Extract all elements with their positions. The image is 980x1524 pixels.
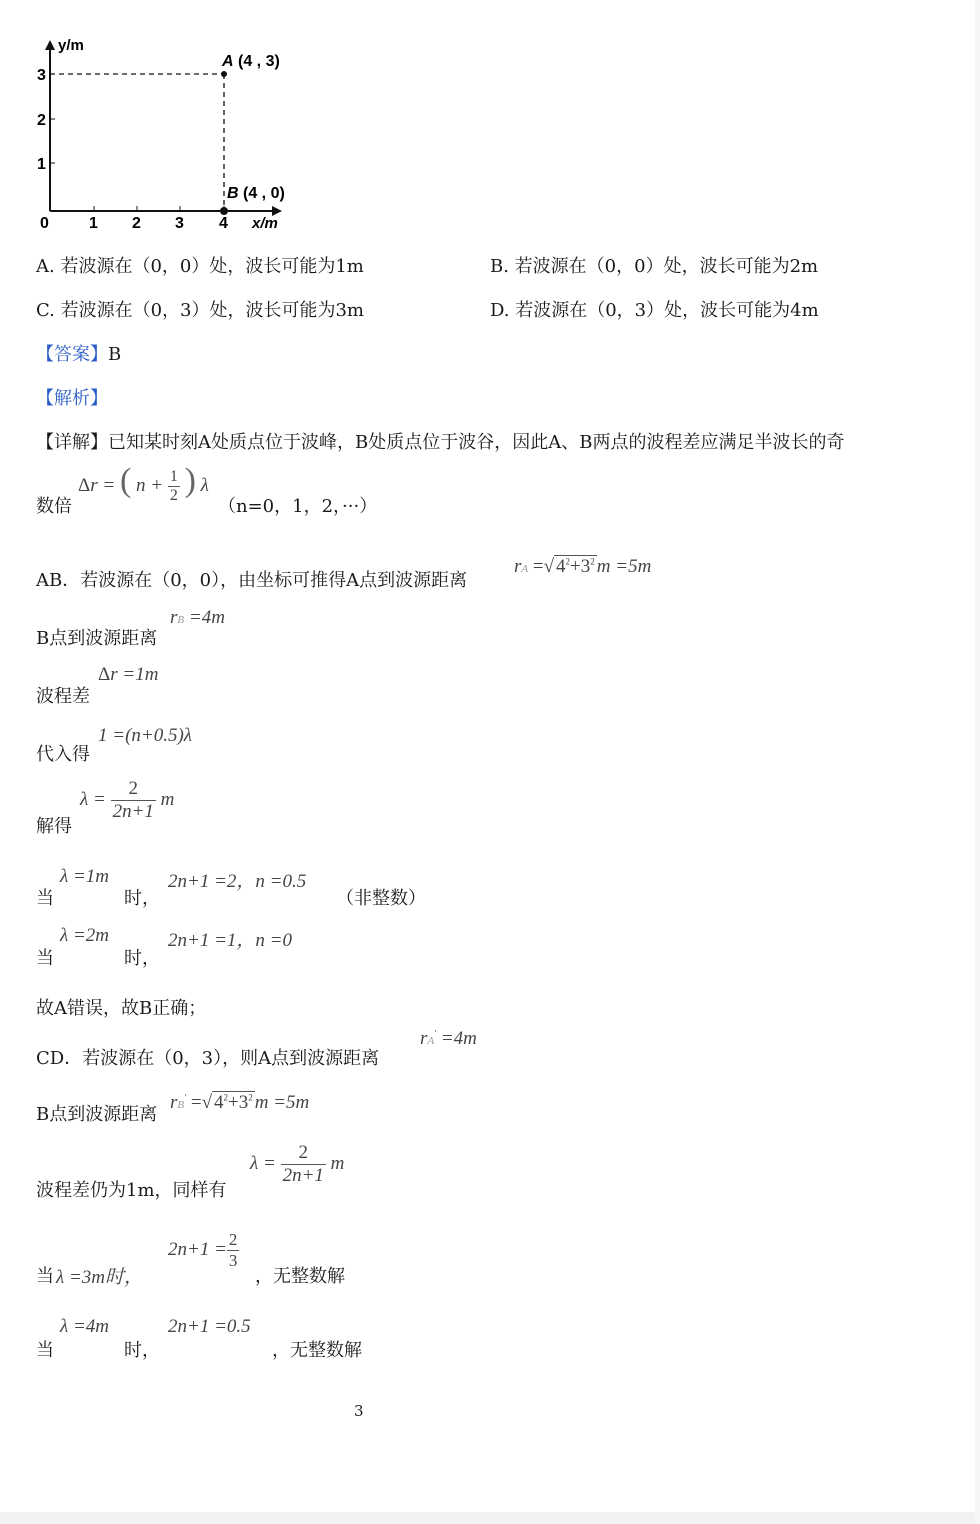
- ab-ra-formula: rA =√ $4^2+3^2$ m =5m: [514, 556, 652, 577]
- page-number: 3: [354, 1402, 364, 1420]
- case2-when: 当: [36, 948, 54, 969]
- detail-tag: 【详解】: [36, 432, 108, 453]
- answer-value: B: [108, 344, 122, 365]
- y-tick-label: 1: [37, 156, 46, 173]
- x-tick-label: 2: [132, 215, 141, 232]
- ab-solve-text: 解得: [36, 816, 72, 837]
- ab-diff-value: =1m: [122, 664, 159, 685]
- case3-note: ，无整数解: [255, 1266, 345, 1287]
- point-a-marker: [221, 71, 227, 77]
- ab-diff-text: 波程差: [36, 686, 90, 707]
- case4-note: ，无整数解: [272, 1340, 362, 1361]
- point-b-marker: [220, 207, 228, 215]
- n-range: （n=0，1，2，···）: [218, 496, 378, 517]
- case3-eq-text: 2n+1 =: [168, 1238, 227, 1260]
- cd-lambda-formula: λ = $\frac{2}{2n+1}$ m: [250, 1142, 345, 1186]
- x-tick-label: 1: [89, 215, 98, 232]
- case4-time: 时，: [124, 1340, 160, 1361]
- formula-path-difference: Δr = ( n + $\frac{1}{2}$ ) λ: [78, 462, 209, 505]
- ab-rb-formula: rB =4m: [170, 607, 225, 628]
- detail-text-2: 数倍: [36, 496, 72, 517]
- case1-note: （非整数）: [336, 888, 426, 909]
- cd-rb-value: =5m: [273, 1092, 310, 1113]
- x-axis-label: x/m: [252, 215, 278, 232]
- case3-eq: 2n+1 = $\frac{2}{3}$: [168, 1230, 238, 1270]
- case4-eq: 2n+1 =0.5: [168, 1316, 251, 1337]
- option-b: B. 若波源在（0，0）处，波长可能为2m: [490, 256, 819, 277]
- ab-intro: AB．若波源在（0，0），由坐标可推得A点到波源距离: [36, 570, 468, 591]
- page-bottom-edge: [0, 1512, 980, 1524]
- answer-line: [36, 340, 121, 366]
- ab-diff-formula: Δr =1m: [98, 664, 159, 685]
- y-axis-arrow: [45, 40, 55, 50]
- cd-diff-text: 波程差仍为1m，同样有: [36, 1180, 227, 1201]
- ab-sub-eq: 1 =(n+0.5)λ: [98, 725, 193, 746]
- case1-lambda: λ =1m: [60, 866, 110, 887]
- option-c: C. 若波源在（0，3）处，波长可能为3m: [36, 300, 364, 321]
- ab-conclusion: 故A错误，故B正确；: [36, 998, 207, 1019]
- case3-when: 当: [36, 1266, 54, 1287]
- origin-label: 0: [40, 215, 49, 232]
- case2-lambda: λ =2m: [60, 925, 110, 946]
- detail-text: 已知某时刻A处质点位于波峰，B处质点位于波谷，因此A、B两点的波程差应满足半波长的奇: [108, 432, 845, 453]
- case1-time: 时，: [124, 888, 160, 909]
- ab-ra-value: =5m: [615, 556, 652, 577]
- detail-line: [36, 428, 844, 454]
- case3-lambda: λ =3m时，: [56, 1267, 144, 1288]
- option-d: D. 若波源在（0，3）处，波长可能为4m: [490, 300, 819, 321]
- ab-lambda-formula: λ = $\frac{2}{2n+1}$ m: [80, 778, 175, 822]
- answer-tag: 【答案】: [36, 344, 108, 365]
- case4-when: 当: [36, 1340, 54, 1361]
- cd-ra-value: =4m: [440, 1028, 477, 1049]
- case1-when: 当: [36, 888, 54, 909]
- x-tick-label: 4: [219, 215, 228, 232]
- page-right-edge: [975, 0, 980, 1524]
- case2-time: 时，: [124, 948, 160, 969]
- coordinate-graph: [20, 30, 320, 265]
- x-tick-label: 3: [175, 215, 184, 232]
- point-a-coords: (4 , 3): [238, 53, 280, 70]
- option-a: A. 若波源在（0，0）处，波长可能为1m: [36, 256, 364, 277]
- case4-lambda: λ =4m: [60, 1316, 110, 1337]
- cd-ra-formula: rA′ =4m: [420, 1028, 477, 1049]
- ab-rb-text: B点到波源距离: [36, 628, 158, 649]
- case1-eq: 2n+1 =2，n =0.5: [168, 871, 307, 892]
- case2-eq: 2n+1 =1，n =0: [168, 930, 292, 951]
- cd-intro: CD．若波源在（0，3），则A点到波源距离: [36, 1048, 380, 1069]
- point-b-label: B: [227, 185, 239, 202]
- cd-rb-formula: rB′ =√ $4^2+3^2$ m =5m: [170, 1092, 310, 1113]
- point-b-coords: (4 , 0): [243, 185, 285, 202]
- ab-rb-value: =4m: [188, 607, 225, 628]
- analysis-tag: 【解析】: [36, 388, 108, 409]
- cd-rb-text: B点到波源距离: [36, 1104, 158, 1125]
- ab-sub-text: 代入得: [36, 744, 90, 765]
- y-tick-label: 2: [37, 112, 46, 129]
- point-a-label: A: [222, 53, 234, 70]
- y-axis-label: y/m: [58, 37, 84, 54]
- y-tick-label: 3: [37, 67, 46, 84]
